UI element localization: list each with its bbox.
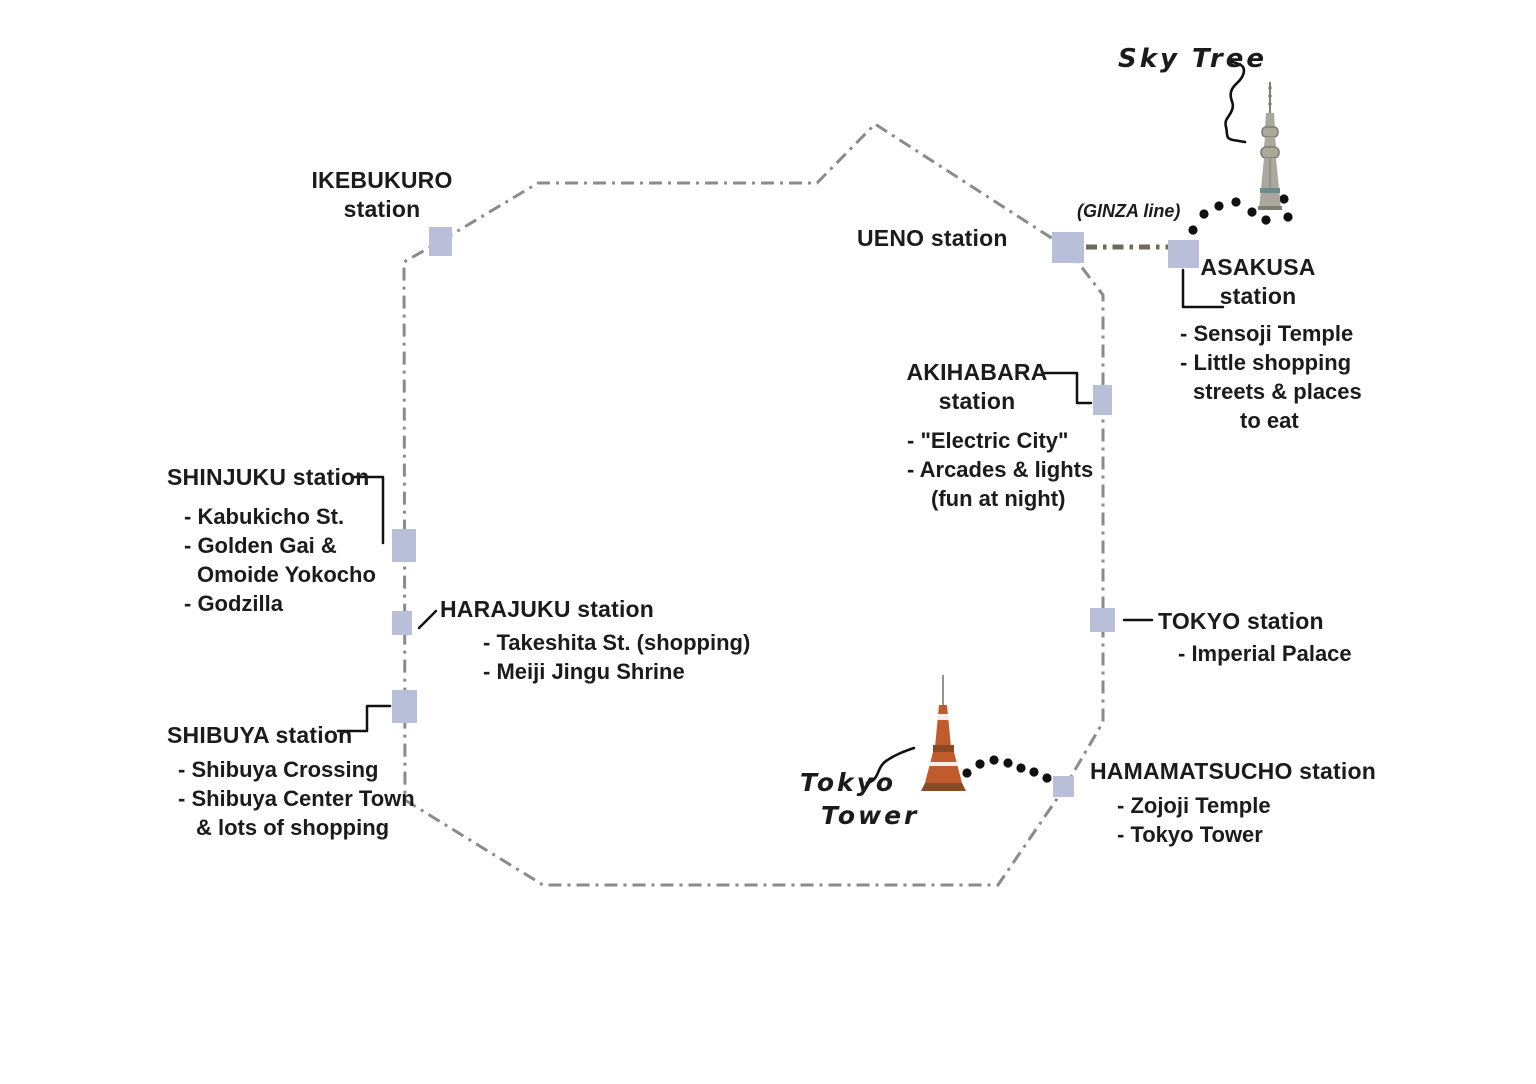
- label-ginza-line: (GINZA line): [1077, 201, 1181, 221]
- label-shibuya-station: SHIBUYA station: [167, 722, 353, 748]
- akihabara-name-line2: station: [938, 387, 1016, 414]
- connector-harajuku: [419, 611, 436, 628]
- asakusa-bullet: streets & places: [1193, 379, 1362, 404]
- label-harajuku-station: HARAJUKU station: [440, 596, 655, 622]
- shibuya-bullet: - Shibuya Crossing: [178, 757, 379, 782]
- harajuku-bullet: - Meiji Jingu Shrine: [483, 659, 685, 684]
- asakusa-name-line1: ASAKUSA: [1200, 254, 1316, 280]
- akihabara-bullet: (fun at night): [931, 486, 1066, 511]
- label-tokyo-tower-line2: Tower: [821, 801, 920, 830]
- label-shinjuku-station: SHINJUKU station: [167, 464, 370, 490]
- tokyo-bullet: - Imperial Palace: [1178, 641, 1352, 666]
- station-marker-shibuya: [392, 690, 417, 723]
- label-ueno-station: UENO station: [857, 225, 1008, 251]
- station-marker-akihabara: [1093, 385, 1112, 415]
- station-marker-hamamatsucho: [1053, 776, 1074, 797]
- shinjuku-bullet: - Godzilla: [184, 591, 283, 616]
- label-hamamatsucho-station: HAMAMATSUCHO station: [1090, 758, 1376, 784]
- dotted-path-tokyo-tower: [962, 755, 1051, 782]
- ikebukuro-name-line2: station: [343, 195, 421, 222]
- akihabara-name-line1: AKIHABARA: [906, 359, 1048, 385]
- shibuya-bullet: - Shibuya Center Town: [178, 786, 415, 811]
- asakusa-bullet: to eat: [1240, 408, 1299, 433]
- shibuya-bullet: & lots of shopping: [196, 815, 390, 840]
- station-marker-shinjuku: [392, 529, 416, 562]
- shinjuku-bullet: - Kabukicho St.: [184, 504, 345, 529]
- station-marker-tokyo: [1090, 608, 1115, 632]
- sky-tree-callout-squiggle: [1226, 62, 1245, 142]
- tokyo-tower-illustration: [921, 675, 966, 791]
- harajuku-bullet: - Takeshita St. (shopping): [483, 630, 751, 655]
- station-marker-harajuku: [392, 611, 412, 635]
- ikebukuro-name-line1: IKEBUKURO: [311, 167, 453, 193]
- label-tokyo-station: TOKYO station: [1158, 608, 1324, 634]
- station-marker-ueno: [1052, 232, 1084, 263]
- asakusa-bullet: - Sensoji Temple: [1180, 321, 1354, 346]
- hamamatsucho-bullet: - Zojoji Temple: [1117, 793, 1271, 818]
- label-akihabara-station: [897, 358, 1057, 416]
- sky-tree-illustration: [1258, 82, 1282, 210]
- akihabara-bullet: - Arcades & lights: [907, 457, 1094, 482]
- label-asakusa-station: [1188, 253, 1328, 311]
- label-tokyo-tower-line1: Tokyo: [800, 768, 897, 797]
- shinjuku-bullet: - Golden Gai &: [184, 533, 337, 558]
- label-ikebukuro-station: [302, 166, 462, 224]
- asakusa-bullet: - Little shopping: [1180, 350, 1352, 375]
- asakusa-name-line2: station: [1219, 282, 1297, 309]
- station-marker-ikebukuro: [429, 227, 452, 256]
- label-sky-tree: Sky Tree: [1118, 44, 1267, 74]
- shinjuku-bullet: Omoide Yokocho: [197, 562, 376, 587]
- akihabara-bullet: - "Electric City": [907, 428, 1069, 453]
- hamamatsucho-bullet: - Tokyo Tower: [1117, 822, 1263, 847]
